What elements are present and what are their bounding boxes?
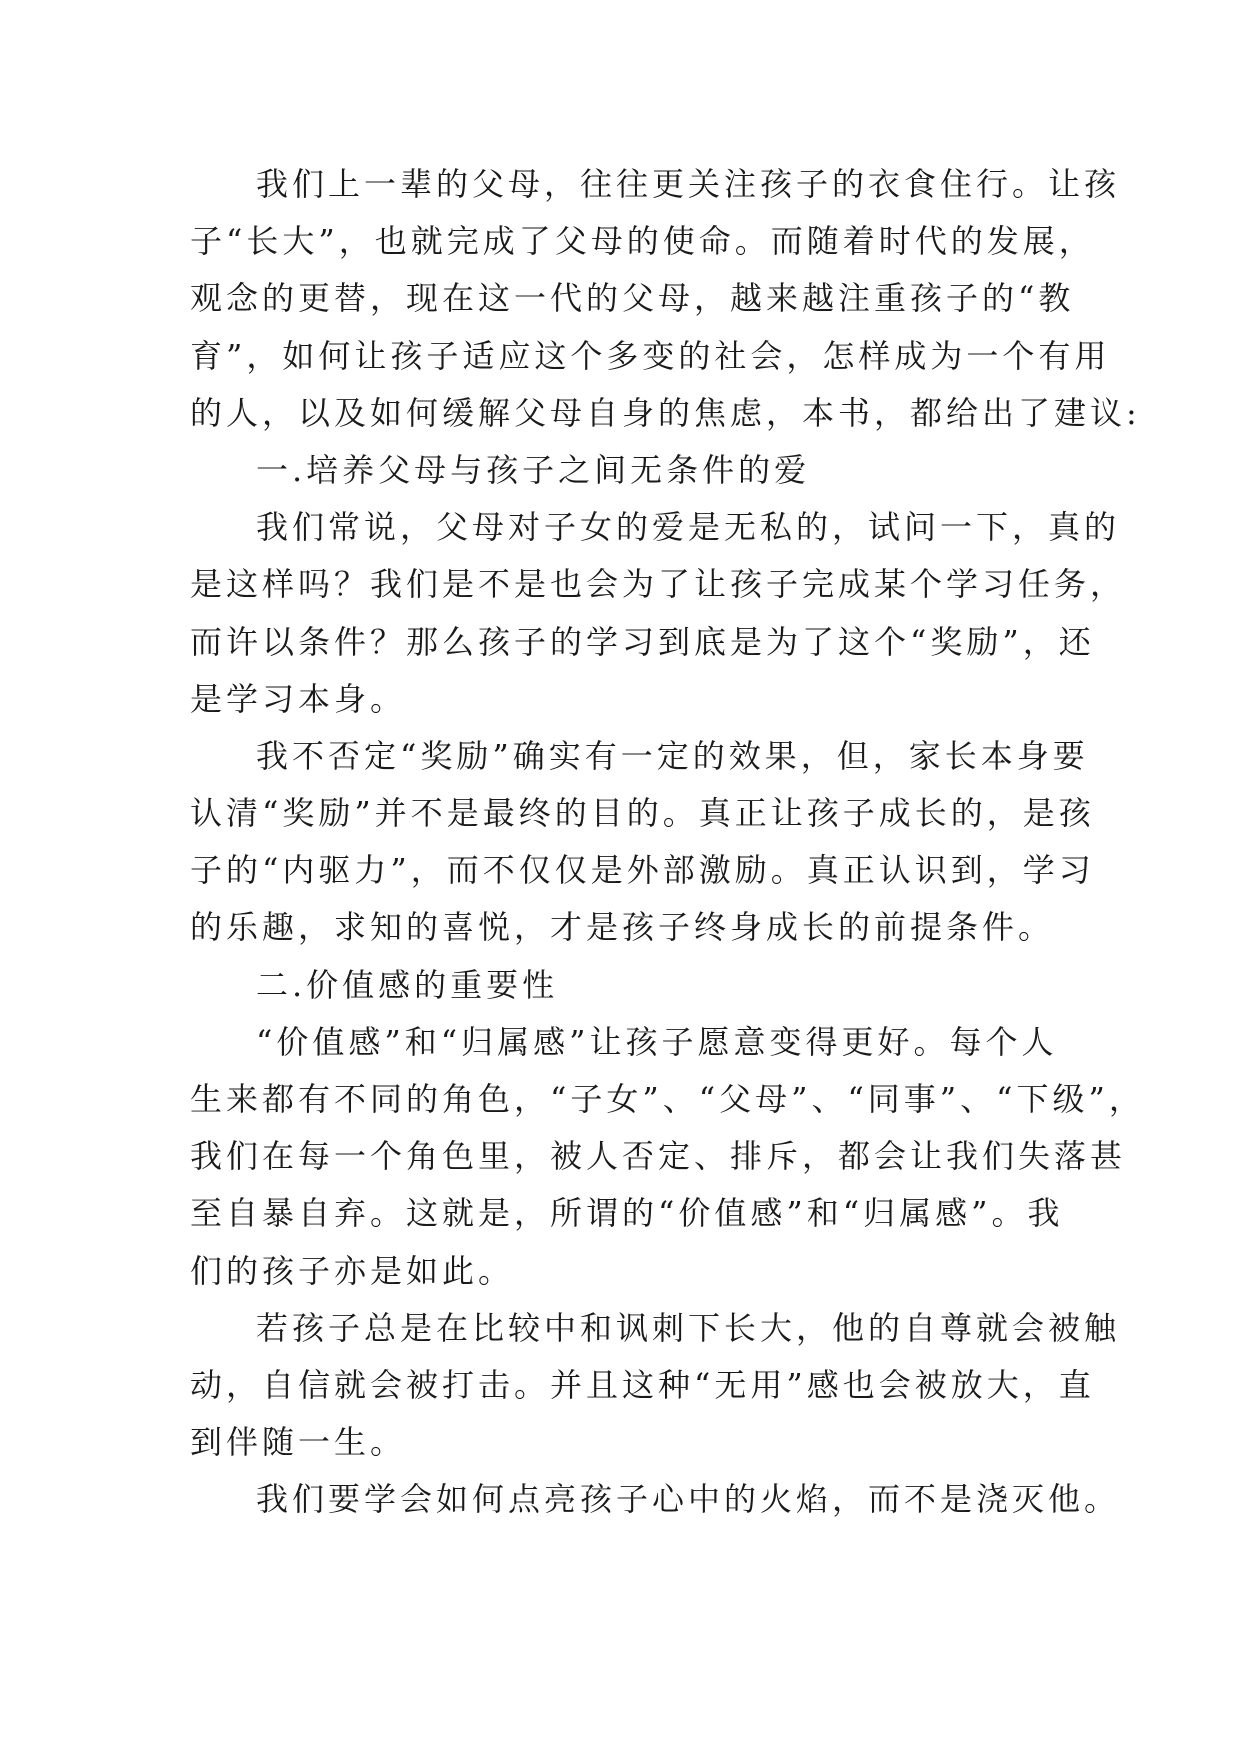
paragraph-1-line-4: 育”，如何让孩子适应这个多变的社会，怎样成为一个有用 — [190, 336, 1111, 375]
paragraph-4-line-1: “价值感”和“归属感”让孩子愿意变得更好。每个人 — [256, 1022, 1058, 1061]
document-body — [190, 156, 1145, 1529]
paragraph-1-line-5: 的人，以及如何缓解父母自身的焦虑，本书，都给出了建议: — [190, 393, 1141, 432]
paragraph-5-line-2: 动，自信就会被打击。并且这种“无用”感也会被放大，直 — [190, 1365, 1095, 1404]
paragraph-2-line-4: 是学习本身。 — [190, 679, 407, 718]
section-heading-2: 二.价值感的重要性 — [256, 965, 559, 1004]
paragraph-2-line-1: 我们常说，父母对子女的爱是无私的，试问一下，真的 — [256, 508, 1121, 547]
paragraph-3-line-2: 认清“奖励”并不是最终的目的。真正让孩子成长的，是孩 — [190, 794, 1095, 833]
paragraph-4-line-2: 生来都有不同的角色，“子女”、“父母”、“同事”、“下级”， — [190, 1080, 1145, 1118]
paragraph-3-line-1: 我不否定“奖励”确实有一定的效果，但，家长本身要 — [256, 736, 1089, 775]
paragraph-5-line-1: 若孩子总是在比较中和讽刺下长大，他的自尊就会被触 — [256, 1308, 1121, 1347]
paragraph-3-line-3: 子的“内驱力”，而不仅仅是外部激励。真正认识到，学习 — [190, 851, 1095, 890]
paragraph-2-line-2: 是这样吗？我们是不是也会为了让孩子完成某个学习任务， — [190, 565, 1127, 604]
paragraph-1-line-3: 观念的更替，现在这一代的父母，越来越注重孩子的“教 — [190, 279, 1075, 318]
paragraph-4-line-3: 我们在每一个角色里，被人否定、排斥，都会让我们失落甚 — [190, 1137, 1127, 1176]
paragraph-2-line-3: 而许以条件？那么孩子的学习到底是为了这个“奖励”，还 — [190, 622, 1095, 661]
paragraph-1-line-2: 子“长大”，也就完成了父母的使命。而随着时代的发展， — [190, 222, 1095, 261]
paragraph-4-line-4: 至自暴自弃。这就是，所谓的“价值感”和“归属感”。我 — [190, 1194, 1064, 1233]
paragraph-6-line-1: 我们要学会如何点亮孩子心中的火焰，而不是浇灭他。 — [256, 1480, 1121, 1519]
section-heading-1: 一.培养父母与孩子之间无条件的爱 — [256, 450, 811, 489]
paragraph-1-line-1: 我们上一辈的父母，往往更关注孩子的衣食住行。让孩 — [256, 165, 1121, 203]
paragraph-4-line-5: 们的孩子亦是如此。 — [190, 1251, 515, 1290]
paragraph-3-line-4: 的乐趣，求知的喜悦，才是孩子终身成长的前提条件。 — [190, 908, 1055, 947]
paragraph-5-line-3: 到伴随一生。 — [190, 1423, 407, 1462]
